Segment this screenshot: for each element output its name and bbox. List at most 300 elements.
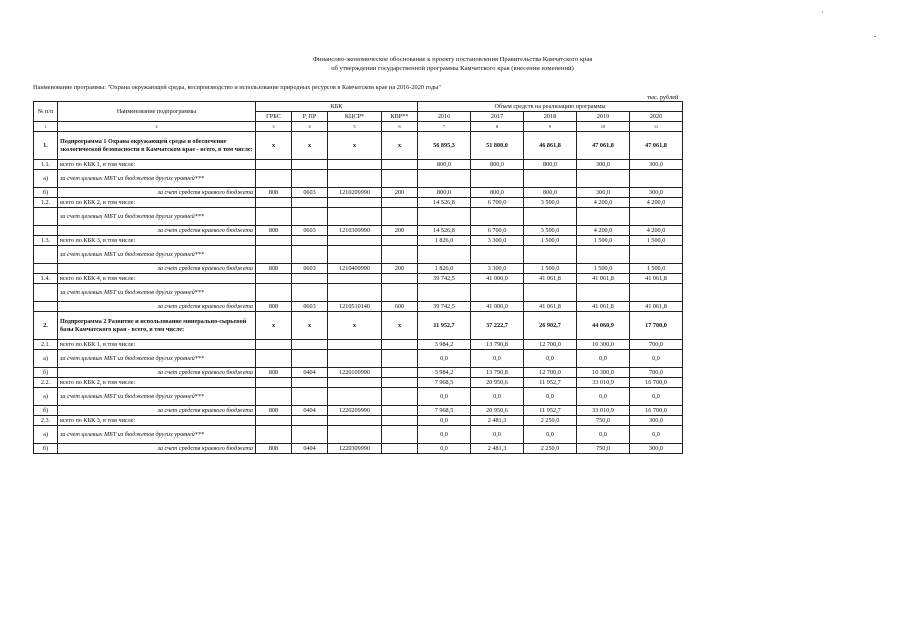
cell-v2016: 0,0 [418,444,471,454]
cell-name: за счет целевых МБТ из бюджетов других уровней*** [58,208,256,226]
cell-name: всего по КБК 2, в том числе: [58,198,256,208]
cell-kvr [382,368,418,378]
cell-name: всего по КБК 1, в том числе: [58,340,256,350]
cell-kvr [382,274,418,284]
cell-grbs [256,378,292,388]
cell-num: 1.4. [34,274,58,284]
cell-v2017 [471,170,524,188]
header-kbk: КБК [256,102,418,112]
header-num: № п/п [34,102,58,122]
cell-kcsr [328,340,382,350]
cell-kcsr [328,198,382,208]
cell-v2020 [630,284,683,302]
table-row [34,160,683,170]
cell-kcsr: 1210510140 [328,302,382,312]
cell-v2020: 300,0 [630,160,683,170]
cell-kvr [382,378,418,388]
cell-v2016 [418,208,471,226]
finance-table [33,101,683,454]
cell-v2018: 800,0 [524,188,577,198]
header-rpr: Р, ПР [292,112,328,122]
cell-v2018: 46 861,8 [524,132,577,160]
cell-grbs [256,274,292,284]
cell-kcsr: х [328,132,382,160]
cell-kvr: х [382,132,418,160]
cell-kvr: 600 [382,302,418,312]
cell-kcsr: 1220209990 [328,406,382,416]
cell-v2016: 3 984,2 [418,368,471,378]
cell-kcsr [328,170,382,188]
cell-v2017 [471,208,524,226]
cell-v2019: 41 061,8 [577,302,630,312]
cell-kvr [382,160,418,170]
cell-rpr: х [292,312,328,340]
header-volume: Объем средств на реализацию программы [418,102,683,112]
cell-kcsr: 1220109990 [328,368,382,378]
cell-v2017: 51 800,0 [471,132,524,160]
cell-num: б) [34,188,58,198]
cell-num: 1.1. [34,160,58,170]
table-row [34,426,683,444]
cell-grbs: 808 [256,188,292,198]
cell-v2017: 3 300,0 [471,264,524,274]
cell-kvr [382,444,418,454]
cell-kvr [382,208,418,226]
header-2017: 2017 [471,112,524,122]
cell-name: за счет средств краевого бюджета [58,406,256,416]
table-row [34,406,683,416]
cell-v2020: 16 700,0 [630,406,683,416]
cell-v2016: 39 742,5 [418,302,471,312]
colnum: 3 [256,122,292,132]
cell-v2018: 3 500,0 [524,198,577,208]
cell-kvr [382,246,418,264]
cell-v2020: 47 061,8 [630,132,683,160]
cell-rpr [292,340,328,350]
cell-kvr [382,170,418,188]
cell-v2019: 1 500,0 [577,236,630,246]
cell-name: за счет средств краевого бюджета [58,226,256,236]
cell-num [34,208,58,226]
cell-name: за счет целевых МБТ из бюджетов других уровней*** [58,388,256,406]
cell-name: за счет средств краевого бюджета [58,444,256,454]
cell-kvr: 200 [382,188,418,198]
cell-rpr: 0404 [292,368,328,378]
cell-v2018: 41 061,8 [524,274,577,284]
cell-v2017: 0,0 [471,388,524,406]
cell-v2018: 2 250,0 [524,416,577,426]
cell-kcsr [328,284,382,302]
cell-v2018 [524,246,577,264]
cell-v2018: 800,0 [524,160,577,170]
cell-v2019: 4 200,0 [577,226,630,236]
cell-name: за счет целевых МБТ из бюджетов других уровней*** [58,350,256,368]
cell-v2016 [418,170,471,188]
cell-v2018: 11 952,7 [524,406,577,416]
cell-v2017: 37 222,7 [471,312,524,340]
cell-kcsr [328,378,382,388]
cell-num: 1.2. [34,198,58,208]
cell-v2016: 7 968,5 [418,378,471,388]
cell-v2019: 10 300,0 [577,340,630,350]
cell-kcsr [328,416,382,426]
cell-v2018: 12 700,0 [524,368,577,378]
cell-v2016: 39 742,5 [418,274,471,284]
cell-v2018: 1 500,0 [524,236,577,246]
table-row [34,188,683,198]
cell-v2016: 0,0 [418,416,471,426]
cell-v2016: 0,0 [418,350,471,368]
cell-v2017: 0,0 [471,350,524,368]
cell-v2020: 17 700,0 [630,312,683,340]
cell-num: б) [34,406,58,416]
cell-v2016 [418,284,471,302]
colnum: 11 [630,122,683,132]
cell-v2017 [471,284,524,302]
cell-name: за счет целевых МБТ из бюджетов других уровней*** [58,426,256,444]
cell-v2019: 44 060,9 [577,312,630,340]
cell-v2016: 0,0 [418,388,471,406]
cell-v2019: 41 061,8 [577,274,630,284]
cell-kcsr [328,160,382,170]
cell-v2017: 13 790,8 [471,368,524,378]
cell-kvr [382,284,418,302]
cell-v2019: 300,0 [577,160,630,170]
cell-rpr [292,350,328,368]
cell-name: всего по КБК 3, в том числе: [58,236,256,246]
scan-speck [822,12,823,13]
cell-kvr [382,198,418,208]
cell-v2019: 300,0 [577,188,630,198]
cell-v2017: 3 300,0 [471,236,524,246]
table-row [34,264,683,274]
cell-rpr [292,378,328,388]
cell-v2018: 0,0 [524,350,577,368]
table-row [34,284,683,302]
cell-v2019: 10 300,0 [577,368,630,378]
table-row [34,312,683,340]
header-2019: 2019 [577,112,630,122]
cell-kvr [382,236,418,246]
cell-name: за счет целевых МБТ из бюджетов других уровней*** [58,246,256,264]
units-label: тыс. рублей [647,94,679,101]
cell-v2017: 800,0 [471,160,524,170]
table-row [34,378,683,388]
cell-rpr [292,236,328,246]
cell-kcsr [328,350,382,368]
cell-grbs [256,246,292,264]
cell-v2020: 0,0 [630,388,683,406]
cell-rpr: 0603 [292,302,328,312]
cell-v2018 [524,284,577,302]
cell-v2020: 41 061,8 [630,274,683,284]
cell-v2017: 2 481,3 [471,444,524,454]
cell-v2018: 0,0 [524,426,577,444]
cell-v2018: 2 250,0 [524,444,577,454]
cell-v2020: 0,0 [630,426,683,444]
cell-rpr [292,426,328,444]
cell-v2019: 750,0 [577,416,630,426]
cell-rpr [292,246,328,264]
colnum: 10 [577,122,630,132]
cell-v2018: 1 500,0 [524,264,577,274]
document-heading [0,55,905,73]
cell-num [34,246,58,264]
colnum: 7 [418,122,471,132]
header-2016: 2016 [418,112,471,122]
program-name: Наименование программы: "Охрана окружающей среды, воспроизводство и использование природных ресурсов в Камчатском крае на 2016-2020 годы" [33,84,441,91]
cell-kvr: 200 [382,226,418,236]
cell-v2017: 20 950,6 [471,406,524,416]
cell-v2016: 7 968,5 [418,406,471,416]
cell-v2018: 11 952,7 [524,378,577,388]
cell-grbs [256,416,292,426]
cell-rpr [292,198,328,208]
header-2018: 2018 [524,112,577,122]
cell-kcsr [328,426,382,444]
cell-v2019: 47 061,8 [577,132,630,160]
cell-num: 1.3. [34,236,58,246]
colnum: 1 [34,122,58,132]
cell-name: всего по КБК 2, в том числе: [58,378,256,388]
header-kvr: КВР** [382,112,418,122]
table-row [34,416,683,426]
cell-v2019: 0,0 [577,350,630,368]
cell-name: всего по КБК 1, в том числе: [58,160,256,170]
cell-v2018: 0,0 [524,388,577,406]
cell-grbs [256,350,292,368]
cell-name: за счет средств краевого бюджета [58,302,256,312]
cell-kcsr: 1210409990 [328,264,382,274]
cell-rpr: 0603 [292,226,328,236]
cell-name: Подпрограмма 1 Охрана окружающей среды и обеспечение экологической безопасности в Камчатском крае - всего, в том числе: [58,132,256,160]
cell-v2018 [524,170,577,188]
cell-v2017: 6 700,0 [471,198,524,208]
cell-name: Подпрограмма 2 Развитие и использование минерально-сырьевой базы Камчатского края - всего, в том числе: [58,312,256,340]
cell-v2017: 13 790,8 [471,340,524,350]
cell-num: 2.3. [34,416,58,426]
cell-rpr: 0404 [292,444,328,454]
cell-kcsr [328,208,382,226]
cell-rpr: 0603 [292,264,328,274]
cell-num: а) [34,426,58,444]
cell-v2020: 16 700,0 [630,378,683,388]
colnum: 5 [328,122,382,132]
cell-rpr [292,170,328,188]
cell-v2017: 2 481,3 [471,416,524,426]
table-row [34,340,683,350]
cell-v2016: 11 952,7 [418,312,471,340]
cell-v2016: 14 526,8 [418,226,471,236]
cell-kcsr [328,274,382,284]
cell-name: за счет целевых МБТ из бюджетов других уровней*** [58,284,256,302]
table-row [34,388,683,406]
cell-kcsr: х [328,312,382,340]
cell-rpr: х [292,132,328,160]
cell-grbs [256,284,292,302]
cell-grbs: 808 [256,226,292,236]
cell-num: б) [34,368,58,378]
header-grbs: ГРБС [256,112,292,122]
colnum: 6 [382,122,418,132]
cell-num [34,226,58,236]
cell-v2020: 300,0 [630,416,683,426]
cell-grbs [256,388,292,406]
cell-name: за счет целевых МБТ из бюджетов других уровней*** [58,170,256,188]
cell-grbs [256,198,292,208]
cell-kvr [382,426,418,444]
table-row [34,198,683,208]
cell-rpr [292,416,328,426]
colnum: 4 [292,122,328,132]
cell-grbs [256,426,292,444]
cell-v2020: 1 500,0 [630,264,683,274]
cell-name: всего по КБК 3, в том числе: [58,416,256,426]
table-row [34,350,683,368]
table-row [34,274,683,284]
cell-v2020: 0,0 [630,350,683,368]
cell-rpr [292,274,328,284]
cell-kvr [382,340,418,350]
cell-v2017 [471,246,524,264]
cell-num: 2.2. [34,378,58,388]
table-row [34,132,683,160]
cell-v2019: 0,0 [577,388,630,406]
cell-kvr: х [382,312,418,340]
cell-v2016: 3 984,2 [418,340,471,350]
cell-v2016: 0,0 [418,426,471,444]
cell-num: б) [34,444,58,454]
cell-v2016: 1 826,0 [418,264,471,274]
cell-kvr [382,416,418,426]
cell-v2020: 4 200,0 [630,198,683,208]
cell-v2019 [577,246,630,264]
colnum: 2 [58,122,256,132]
cell-rpr [292,208,328,226]
cell-kcsr [328,236,382,246]
cell-grbs: х [256,312,292,340]
cell-kcsr [328,246,382,264]
cell-name: за счет средств краевого бюджета [58,368,256,378]
cell-v2018: 41 061,8 [524,302,577,312]
cell-v2017: 6 700,0 [471,226,524,236]
cell-kcsr: 1210309990 [328,226,382,236]
cell-name: всего по КБК 4, в том числе: [58,274,256,284]
cell-v2019 [577,284,630,302]
cell-v2017: 0,0 [471,426,524,444]
cell-grbs: 808 [256,368,292,378]
cell-v2020: 300,0 [630,188,683,198]
colnum: 8 [471,122,524,132]
cell-rpr: 0603 [292,188,328,198]
cell-grbs: 808 [256,444,292,454]
cell-num: а) [34,350,58,368]
cell-v2017: 41 000,0 [471,274,524,284]
cell-rpr [292,388,328,406]
cell-v2016: 1 826,0 [418,236,471,246]
table-row [34,170,683,188]
cell-v2017: 20 950,6 [471,378,524,388]
cell-num: 2. [34,312,58,340]
cell-kcsr [328,388,382,406]
cell-v2018: 26 902,7 [524,312,577,340]
cell-v2016: 56 895,3 [418,132,471,160]
cell-num: 2.1. [34,340,58,350]
cell-grbs: 808 [256,406,292,416]
cell-v2016 [418,246,471,264]
heading-line-2: об утверждении государственной программы Камчатского края (внесении изменений) [331,65,574,72]
cell-name: за счет средств краевого бюджета [58,188,256,198]
table-row [34,302,683,312]
header-kcsr: КЦСР* [328,112,382,122]
cell-num [34,264,58,274]
cell-grbs [256,160,292,170]
cell-rpr [292,284,328,302]
cell-grbs: 808 [256,264,292,274]
cell-num [34,284,58,302]
cell-num: а) [34,170,58,188]
cell-v2017: 800,0 [471,188,524,198]
cell-grbs: 808 [256,302,292,312]
table-row [34,246,683,264]
table-row [34,208,683,226]
cell-v2016: 800,0 [418,188,471,198]
table-row [34,368,683,378]
cell-v2019: 33 010,9 [577,406,630,416]
header-2020: 2020 [630,112,683,122]
cell-grbs [256,170,292,188]
header-row-1 [34,102,683,112]
cell-v2019 [577,170,630,188]
table-body [34,102,683,454]
table-row [34,444,683,454]
cell-grbs [256,236,292,246]
cell-v2019: 33 010,9 [577,378,630,388]
column-number-row [34,122,683,132]
cell-v2019 [577,208,630,226]
cell-kvr [382,406,418,416]
cell-kvr [382,388,418,406]
cell-v2019: 4 200,0 [577,198,630,208]
cell-v2020: 4 200,0 [630,226,683,236]
cell-v2019: 750,0 [577,444,630,454]
cell-v2017: 41 000,0 [471,302,524,312]
header-name: Наименование подпрограммы [58,102,256,122]
colnum: 9 [524,122,577,132]
cell-v2018: 12 700,0 [524,340,577,350]
table-row [34,236,683,246]
cell-num [34,302,58,312]
cell-grbs [256,208,292,226]
cell-v2020: 1 500,0 [630,236,683,246]
cell-v2016: 14 526,8 [418,198,471,208]
cell-kvr: 200 [382,264,418,274]
cell-v2020: 41 061,8 [630,302,683,312]
cell-kcsr: 1210209990 [328,188,382,198]
table-row [34,226,683,236]
cell-v2020: 300,0 [630,444,683,454]
cell-grbs: х [256,132,292,160]
cell-v2018: 3 500,0 [524,226,577,236]
cell-num: а) [34,388,58,406]
cell-num: 1. [34,132,58,160]
cell-v2019: 1 500,0 [577,264,630,274]
cell-v2020 [630,170,683,188]
cell-v2019: 0,0 [577,426,630,444]
cell-v2020 [630,246,683,264]
cell-rpr [292,160,328,170]
cell-name: за счет средств краевого бюджета [58,264,256,274]
